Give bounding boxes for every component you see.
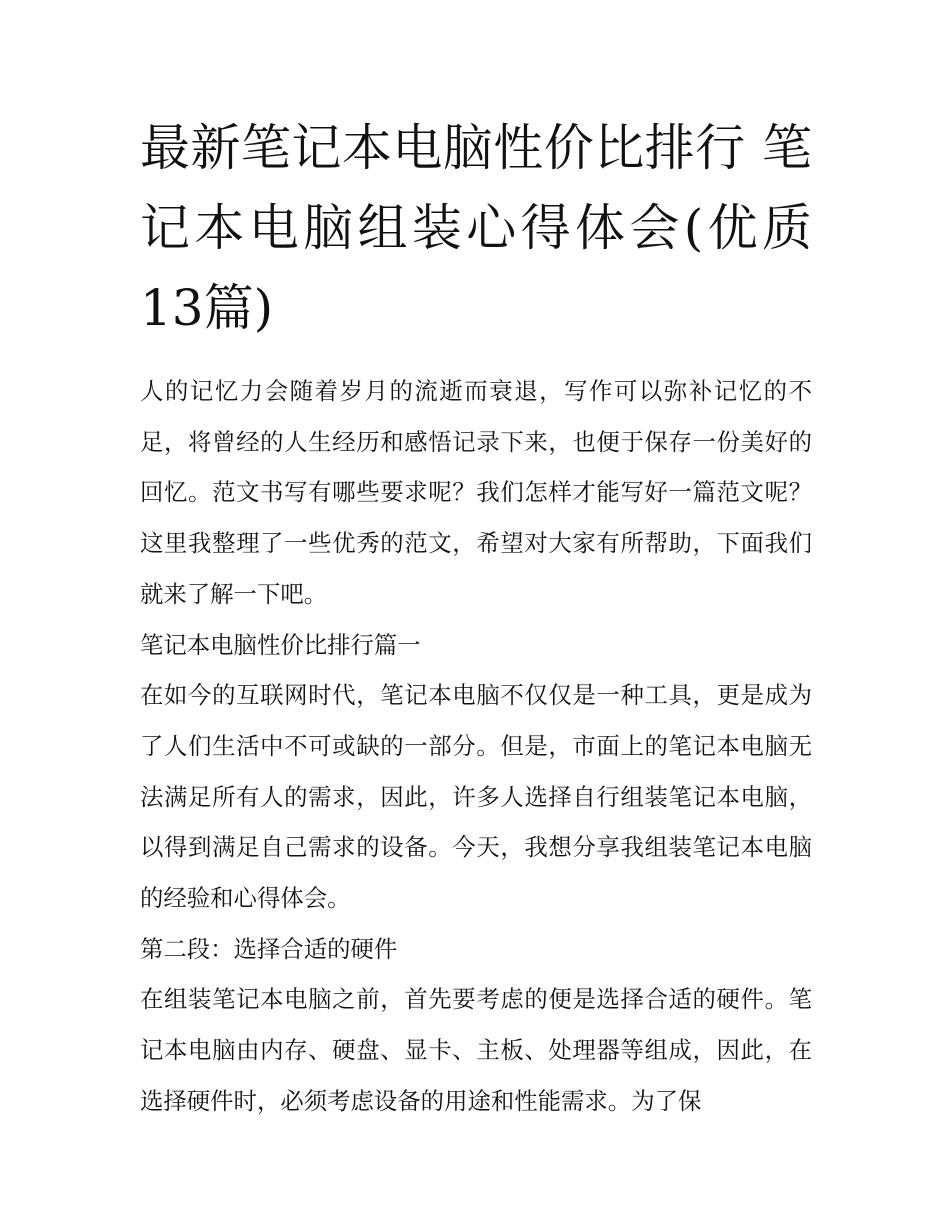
section-heading-2: 第二段：选择合适的硬件 <box>140 934 398 963</box>
section-paragraph-1: 在如今的互联网时代，笔记本电脑不仅仅是一种工具，更是成为了人们生活中不可或缺的一部分。但是，市面上的笔记本电脑无法满足所有人的需求，因此，许多人选择自行组装笔记本电脑，以得到满足自己需求的设备。今天，我想分享我组装笔记本电脑的经验和心得体会。 <box>140 681 812 913</box>
intro-paragraph: 人的记忆力会随着岁月的流逝而衰退，写作可以弥补记忆的不足，将曾经的人生经历和感悟记录下来，也便于保存一份美好的回忆。范文书写有哪些要求呢？我们怎样才能写好一篇范文呢？这里我整理了一些优秀的范文，希望对大家有所帮助，下面我们就来了解一下吧。 <box>140 377 812 608</box>
document-page <box>140 108 812 1127</box>
section-paragraph-2: 在组装笔记本电脑之前，首先要考虑的便是选择合适的硬件。笔记本电脑由内存、硬盘、显卡、主板、处理器等组成，因此，在选择硬件时，必须考虑设备的用途和性能需求。为了保 <box>140 985 812 1115</box>
document-body <box>140 366 812 1127</box>
section-heading-1: 笔记本电脑性价比排行篇一 <box>140 630 421 659</box>
document-title: 最新笔记本电脑性价比排行 笔记本电脑组装心得体会(优质13篇) <box>140 119 812 337</box>
